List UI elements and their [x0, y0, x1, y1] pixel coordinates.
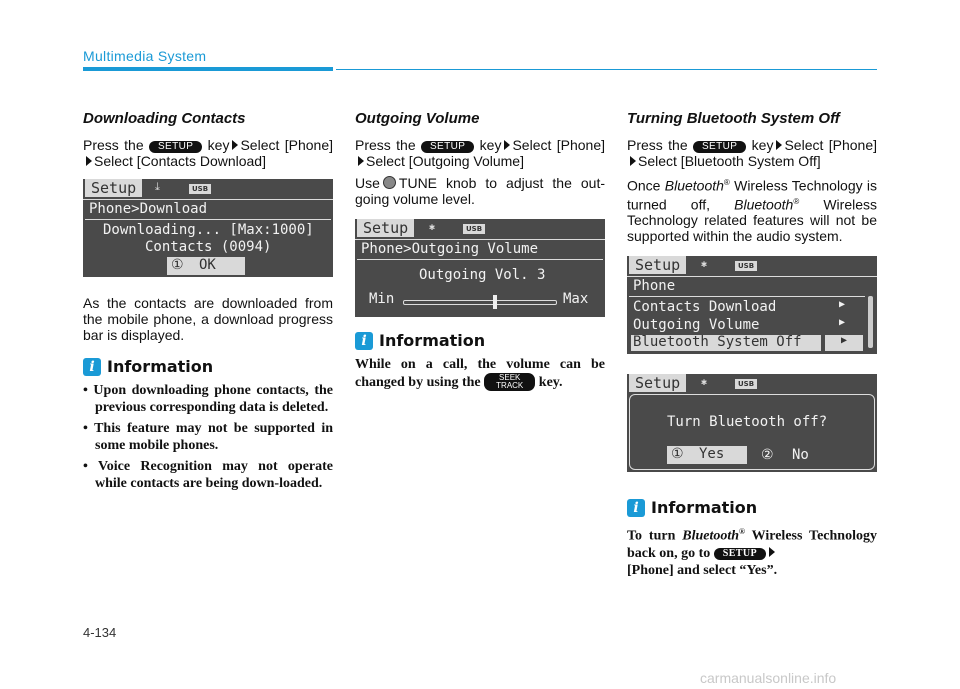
volume-label: Outgoing Vol. 3 — [419, 267, 546, 283]
usb-badge: USB — [189, 184, 211, 194]
menu-item-contacts-download[interactable]: Contacts Download — [633, 299, 777, 316]
list-item: • Voice Recognition may not operate while contacts are being down-loaded. — [83, 459, 333, 491]
download-screen — [83, 179, 333, 277]
header-rule — [336, 69, 877, 70]
arrow-right-icon — [776, 140, 782, 150]
reg-mark: ® — [793, 196, 800, 206]
paragraph: As the contacts are downloaded from the mobile phone, a download progress bar is displayed. — [83, 295, 333, 343]
info-text — [355, 356, 605, 391]
info-list — [83, 382, 333, 492]
text: Wireless Technology is turned off, — [627, 177, 878, 213]
info-heading — [627, 498, 877, 517]
arrow-right-icon — [86, 156, 92, 166]
contacts-count: Contacts (0094) — [145, 239, 272, 255]
arrow-right-icon — [630, 156, 636, 166]
setup-key: SETUP — [714, 548, 766, 560]
text: Select [Phone] — [784, 137, 877, 153]
info-text — [627, 523, 877, 579]
divider — [629, 296, 865, 297]
seek-track-key — [484, 373, 535, 391]
text: While on a call, the volume can be changed by using the — [355, 357, 605, 390]
instruction — [627, 137, 877, 169]
paragraph — [627, 175, 877, 244]
num-1: ① — [671, 446, 684, 463]
dialog-question: Turn Bluetooth off? — [667, 414, 828, 431]
section-title: Downloading Contacts — [83, 110, 246, 127]
text: Select [Phone] — [512, 137, 605, 153]
no-button[interactable] — [761, 447, 809, 463]
text: Select [Phone] — [240, 137, 333, 153]
text: key. — [538, 375, 563, 390]
ok-label: OK — [199, 257, 216, 273]
usb-badge: USB — [735, 261, 757, 271]
text: TUNE knob to adjust the out-going volume level. — [355, 175, 605, 207]
arrow-right-icon — [358, 156, 364, 166]
column-bluetooth-off — [627, 110, 877, 579]
setup-key: SETUP — [421, 141, 474, 153]
num-2: ② — [761, 447, 774, 464]
tune-knob-icon — [383, 176, 396, 189]
chevron-right-icon: ▶ — [839, 317, 846, 329]
text: key — [207, 137, 230, 153]
menu-item-outgoing-volume[interactable]: Outgoing Volume — [633, 317, 760, 334]
ok-button[interactable] — [167, 257, 245, 275]
menu-item-label: Bluetooth System Off — [633, 334, 802, 351]
text: Use — [355, 175, 380, 191]
bluetooth-icon: ✱ — [701, 377, 708, 389]
text: Wireless Technology related features will not be supported within the audio system. — [627, 196, 878, 245]
divider — [357, 259, 603, 260]
info-icon: i — [83, 358, 101, 376]
chevron-right-icon: ▶ — [839, 299, 846, 311]
confirm-screen — [627, 374, 877, 472]
text: key — [751, 137, 774, 153]
header-bar — [83, 67, 333, 71]
arrow-right-icon — [232, 140, 238, 150]
divider — [83, 199, 333, 200]
divider — [85, 219, 331, 220]
list-item: • This feature may not be supported in some mobile phones. — [83, 421, 333, 453]
usb-badge: USB — [463, 224, 485, 234]
info-title: Information — [379, 331, 486, 350]
download-icon: ⤓ — [155, 180, 160, 193]
text: key — [479, 137, 502, 153]
screen-path: Phone — [633, 278, 676, 295]
info-heading — [83, 357, 333, 376]
instruction — [83, 137, 333, 169]
setup-tab: Setup — [629, 256, 686, 274]
info-title: Information — [107, 357, 214, 376]
arrow-right-icon — [504, 140, 510, 150]
chevron-right-icon: ▶ — [825, 335, 863, 351]
text: Press the — [355, 137, 416, 153]
setup-key: SETUP — [693, 141, 746, 153]
usb-badge: USB — [735, 379, 757, 389]
bluetooth-word: Bluetooth — [682, 528, 740, 544]
yes-label: Yes — [699, 446, 725, 463]
num-1: ① — [171, 257, 184, 273]
volume-thumb[interactable] — [493, 295, 497, 309]
min-label: Min — [369, 291, 395, 307]
yes-button[interactable] — [667, 446, 747, 464]
bluetooth-word: Bluetooth — [734, 196, 794, 213]
bluetooth-word: Bluetooth — [664, 177, 724, 194]
section-header: Multimedia System — [83, 48, 207, 64]
no-label: No — [792, 447, 809, 464]
screen-path: Phone>Download — [89, 201, 208, 217]
reg-mark: ® — [723, 178, 730, 187]
list-item: • Upon downloading phone contacts, the previous corresponding data is deleted. — [83, 383, 333, 415]
text: To turn — [627, 528, 676, 544]
instruction — [355, 137, 605, 169]
text: Press the — [83, 137, 144, 153]
info-heading — [355, 331, 605, 350]
volume-track[interactable] — [403, 300, 557, 305]
setup-tab: Setup — [357, 219, 414, 237]
menu-item-bluetooth-off[interactable] — [631, 335, 821, 351]
volume-screen — [355, 219, 605, 317]
setup-tab: Setup — [629, 374, 686, 392]
bluetooth-icon: ✱ — [429, 222, 436, 233]
scrollbar[interactable] — [868, 296, 873, 348]
watermark: carmanualsonline.info — [700, 670, 837, 686]
column-outgoing-volume — [355, 110, 605, 391]
text: Once — [627, 177, 661, 194]
section-title: Turning Bluetooth System Off — [627, 110, 840, 127]
section-title: Outgoing Volume — [355, 110, 480, 127]
screen-path: Phone>Outgoing Volume — [361, 241, 539, 257]
divider — [627, 276, 877, 277]
text: Wireless Technology back on, go to — [627, 528, 877, 561]
download-status: Downloading... [Max:1000] — [103, 222, 314, 238]
divider — [355, 239, 605, 240]
setup-key: SETUP — [149, 141, 202, 153]
info-icon: i — [627, 499, 645, 517]
dialog-frame — [629, 394, 875, 470]
phone-menu-screen — [627, 256, 877, 354]
track-label: TRACK — [496, 381, 524, 390]
instruction — [355, 175, 605, 207]
arrow-right-icon — [769, 547, 775, 557]
text: Press the — [627, 137, 688, 153]
seek-label: SEEK — [499, 373, 521, 382]
text: Select [Outgoing Volume] — [366, 153, 524, 169]
column-downloading-contacts — [83, 110, 333, 496]
page-number: 4-134 — [83, 625, 117, 640]
max-label: Max — [563, 291, 589, 307]
reg-mark: ® — [739, 527, 746, 537]
text: [Phone] and select “Yes”. — [627, 562, 778, 578]
info-icon: i — [355, 332, 373, 350]
text: Select [Bluetooth System Off] — [638, 153, 821, 169]
setup-tab: Setup — [85, 179, 142, 197]
text: Select [Contacts Download] — [94, 153, 266, 169]
bluetooth-icon: ✱ — [701, 259, 708, 271]
info-title: Information — [651, 498, 758, 518]
